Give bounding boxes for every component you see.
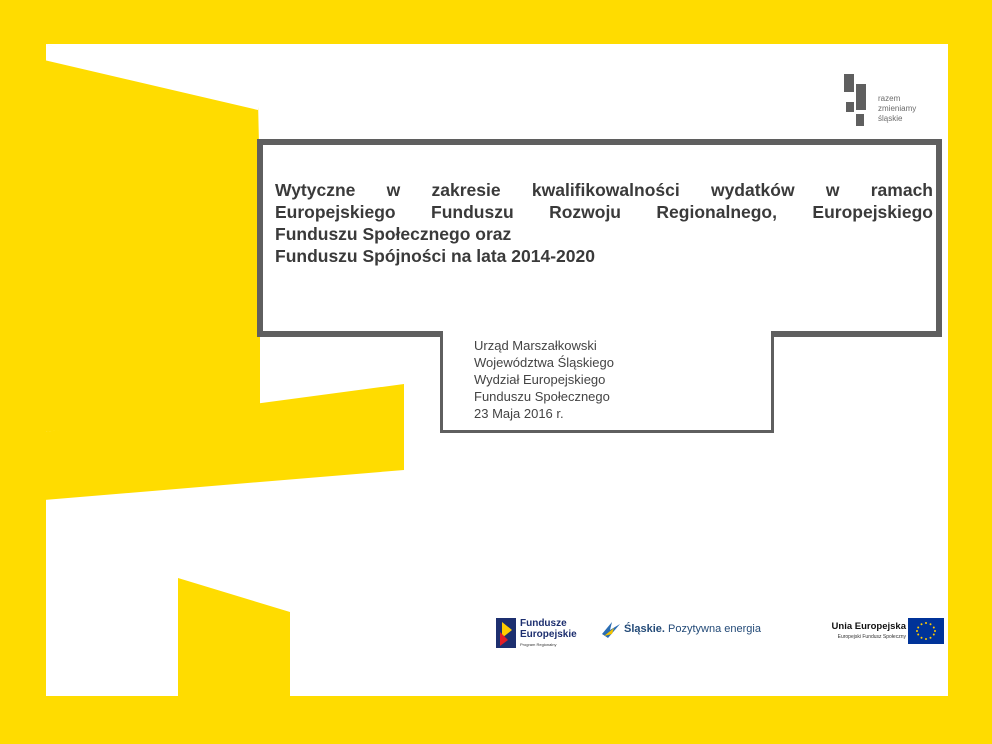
razem-logo-line: śląskie bbox=[878, 114, 903, 123]
fundusze-europejskie-flag-icon bbox=[496, 618, 516, 648]
razem-logo-line: razem bbox=[878, 94, 901, 103]
yellow-shape-bottom bbox=[178, 578, 290, 716]
eu-title: Unia Europejska bbox=[831, 621, 906, 632]
title-box bbox=[257, 139, 942, 337]
razem-logo-line: zmieniamy bbox=[878, 104, 917, 113]
slaskie-tagline: Pozytywna energia bbox=[664, 623, 761, 635]
slaskie-wings-icon bbox=[600, 620, 622, 640]
info-line: Urząd Marszałkowski bbox=[474, 338, 597, 353]
slaskie-brand: Śląskie. bbox=[624, 623, 665, 635]
razem-logo-text bbox=[878, 94, 916, 124]
info-line: Województwa Śląskiego bbox=[474, 355, 614, 370]
razem-zmieniamy-slaskie-logo-icon bbox=[844, 74, 876, 134]
date-line: 23 Maja 2016 r. bbox=[474, 406, 564, 421]
info-line: Funduszu Społecznego bbox=[474, 389, 610, 404]
eu-logo bbox=[788, 618, 928, 652]
info-line: Wydział Europejskiego bbox=[474, 372, 606, 387]
slaskie-logo bbox=[600, 620, 770, 642]
fe-subtitle: Program Regionalny bbox=[520, 642, 557, 647]
eu-subtitle: Europejski Fundusz Społeczny bbox=[837, 634, 906, 640]
eu-flag-icon bbox=[908, 618, 944, 644]
title-line: Europejskiego Funduszu Rozwoju Regionalnego, Europejskiego bbox=[275, 202, 933, 222]
title-line: Wytyczne w zakresie kwalifikowalności wydatków w ramach bbox=[275, 180, 933, 200]
organization-info-box bbox=[440, 331, 774, 433]
footer-logos bbox=[490, 612, 930, 656]
title-line: Funduszu Społecznego oraz bbox=[275, 224, 512, 244]
fundusze-europejskie-logo bbox=[496, 616, 576, 654]
slaskie-text bbox=[624, 623, 761, 635]
fe-line: Europejskie bbox=[520, 629, 577, 640]
fe-line: Fundusze bbox=[520, 618, 567, 629]
yellow-shape-left-edge bbox=[44, 44, 46, 696]
organization-info bbox=[474, 337, 614, 422]
fundusze-europejskie-text bbox=[520, 618, 577, 640]
razem-zmieniamy-slaskie-logo bbox=[844, 74, 940, 134]
title-line: Funduszu Spójności na lata 2014-2020 bbox=[275, 246, 595, 266]
document-title bbox=[275, 179, 933, 267]
